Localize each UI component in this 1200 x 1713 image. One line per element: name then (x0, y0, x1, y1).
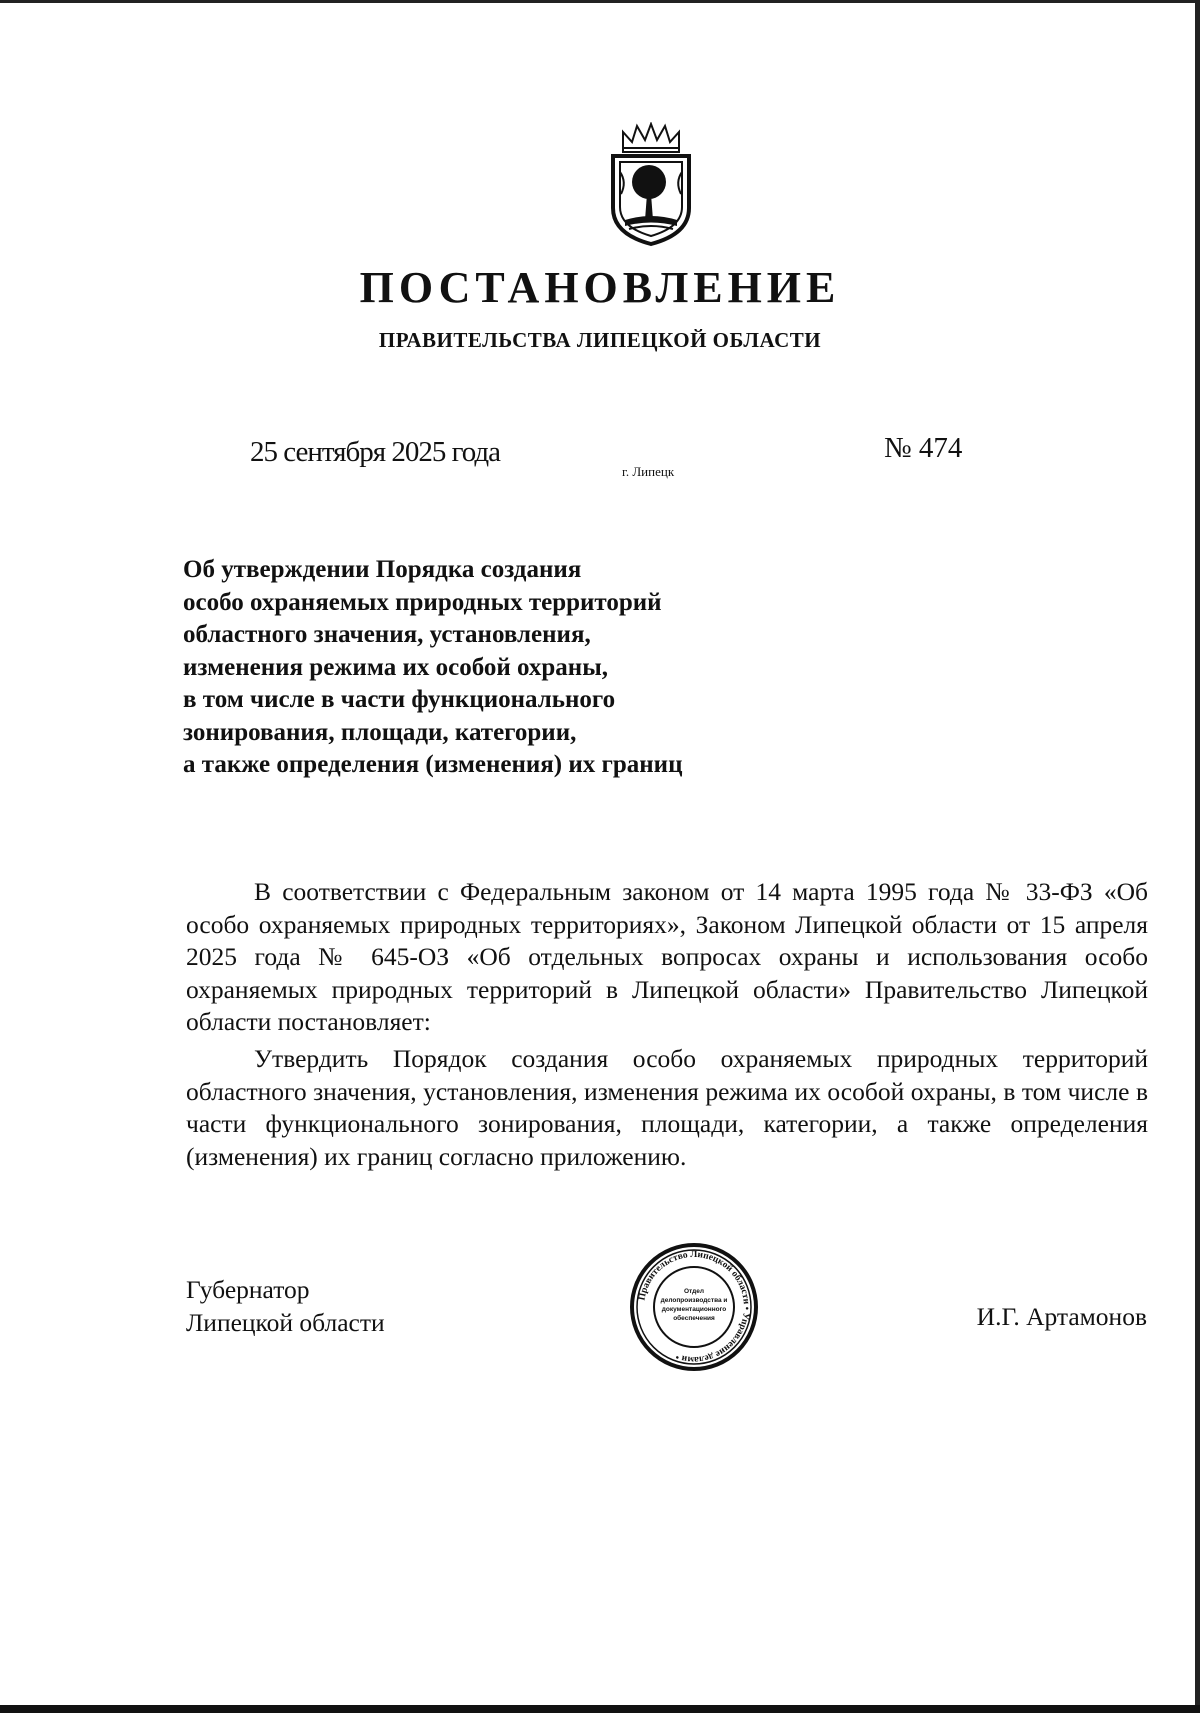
signer-name: И.Г. Артамонов (976, 1302, 1147, 1331)
paragraph-text: В соответствии с Федеральным законом от 14 марта 1995 года № 33-ФЗ «Об особо охраняемых природных территориях», Законом Липецкой области от 15 апреля 2025 года № 645-ОЗ «Об отдельных вопросах охраны и использования особо охраняемых природных территорий в Липецкой области» Правительство Липецкой области постановляет: (186, 877, 1148, 1036)
signer-position-line-2: Липецкой области (186, 1308, 385, 1337)
body-paragraph-preamble (186, 876, 1148, 1039)
subject-line: особо охраняемых природных территорий (183, 588, 662, 616)
document-type-title: ПОСТАНОВЛЕНИЕ (359, 263, 841, 312)
svg-text:документационного: документационного (661, 1306, 727, 1313)
issuing-authority: ПРАВИТЕЛЬСТВА ЛИПЕЦКОЙ ОБЛАСТИ (378, 328, 822, 352)
document-date: 25 сентября 2025 года (250, 436, 501, 468)
subject-line: областного значения, установления, (183, 621, 591, 648)
subject-line: изменения режима их особой охраны, (183, 653, 608, 681)
svg-text:делопроизводства и: делопроизводства и (660, 1297, 728, 1304)
scan-border-top (0, 0, 1200, 3)
document-number: № 474 (884, 432, 963, 464)
signer-position-line-1: Губернатор (186, 1275, 310, 1304)
scan-border-bottom (0, 1705, 1200, 1713)
paragraph-text: Утвердить Порядок создания особо охраняемых природных территорий областного значения, установления, изменения режима их особой охраны, в том числе в части функционального зонирования, площади, категории, а также определения (изменения) их границ согласно приложению. (186, 1044, 1148, 1171)
svg-text:обеспечения: обеспечения (673, 1315, 715, 1322)
signer-position (186, 1273, 385, 1339)
svg-text:Правительство Липецкой области: Правительство Липецкой области • Управление делами • (637, 1249, 752, 1365)
coat-of-arms-icon (605, 122, 697, 248)
subject-line: Об утверждении Порядка создания (183, 556, 582, 583)
subject-line: в том числе в части функционального (183, 686, 616, 713)
body-paragraph-resolution (186, 1043, 1148, 1173)
subject-line: зонирования, площади, категории, (183, 718, 577, 746)
subject-line: а также определения (изменения) их границ (183, 751, 683, 778)
scan-border-right (1195, 0, 1200, 1713)
document-subject (183, 554, 683, 782)
svg-text:Отдел: Отдел (683, 1288, 705, 1295)
round-seal-icon (628, 1241, 760, 1373)
document-city: г. Липецк (622, 464, 675, 479)
